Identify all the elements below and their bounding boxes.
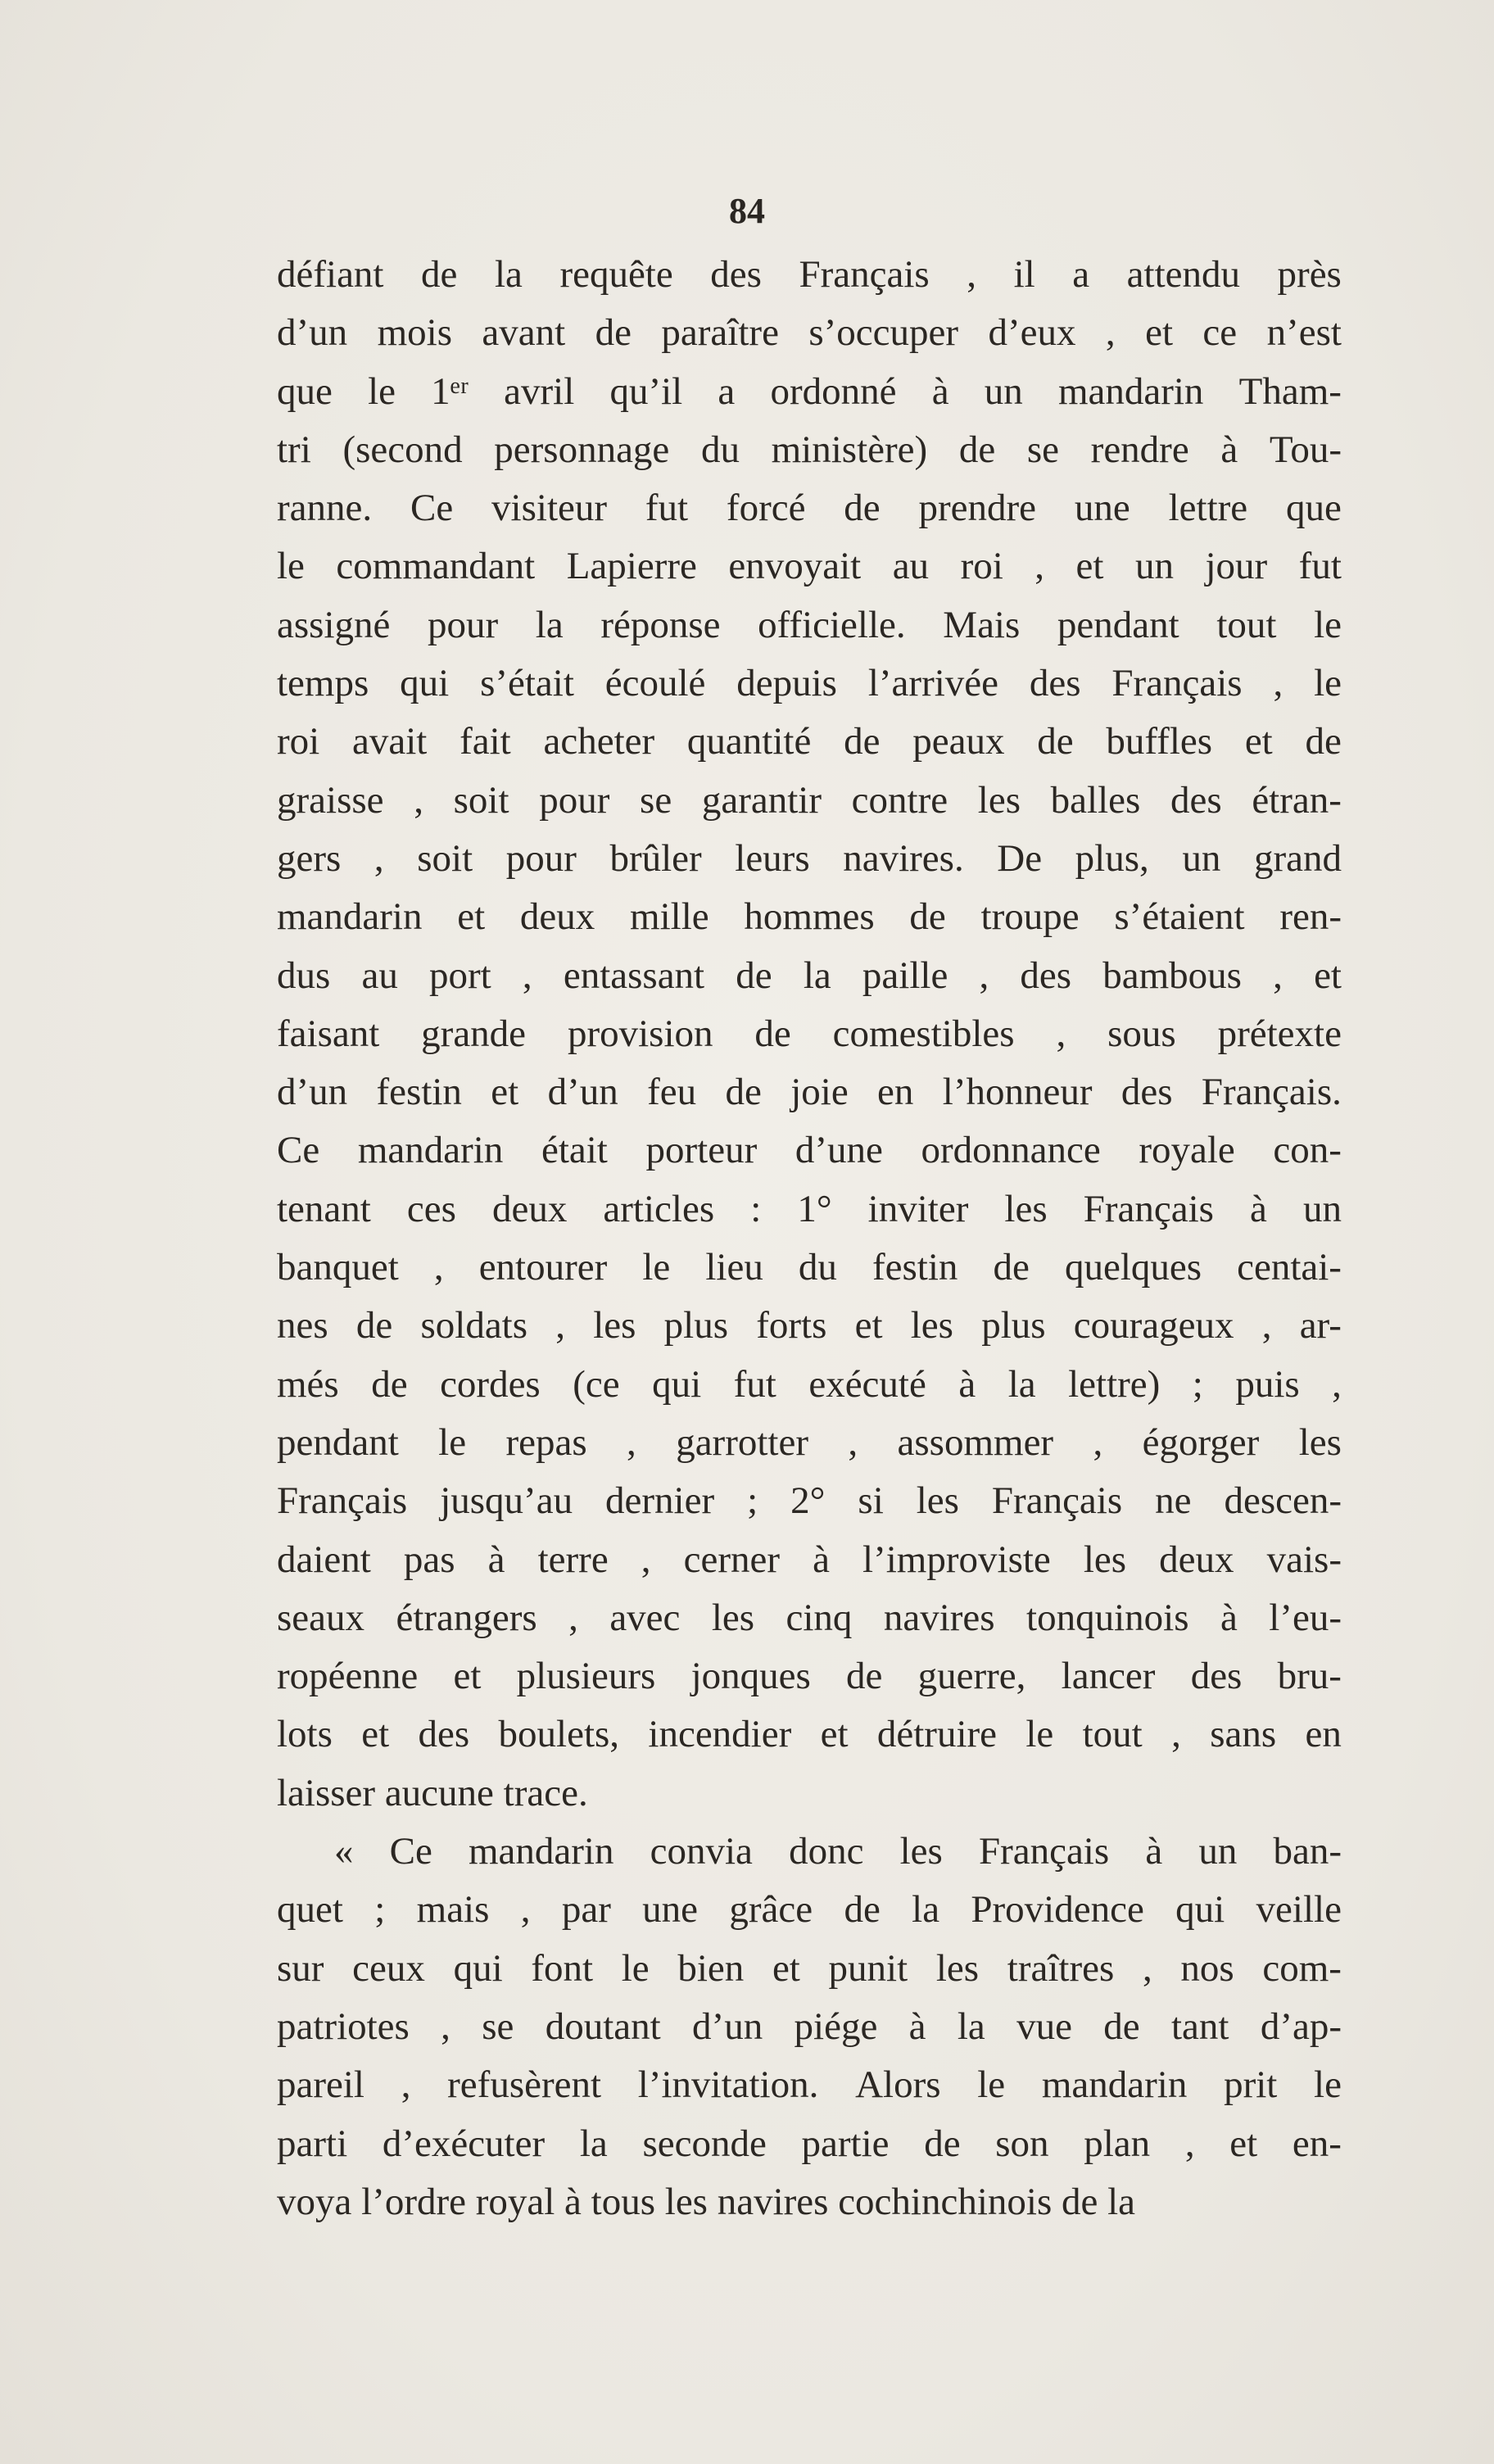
text-line: nes de soldats , les plus forts et les plus courageux , ar- (277, 1304, 1342, 1348)
text-line: daient pas à terre , cerner à l’improviste les deux vais- (277, 1538, 1342, 1581)
text-line: lots et des boulets, incendier et détruire le tout , sans en (277, 1713, 1342, 1756)
text-line: défiant de la requête des Français , il a attendu près (277, 253, 1342, 296)
text-line: « Ce mandarin convia donc les Français à un ban- (334, 1830, 1342, 1873)
text-line: faisant grande provision de comestibles , sous prétexte (277, 1012, 1342, 1055)
text-line: voya l’ordre royal à tous les navires cochinchinois de la (277, 2180, 1136, 2223)
text-line: quet ; mais , par une grâce de la Providence qui veille (277, 1888, 1342, 1932)
text-line: Ce mandarin était porteur d’une ordonnance royale con- (277, 1129, 1342, 1172)
body-text (277, 246, 1342, 2231)
text-line: patriotes , se doutant d’un piége à la vue de tant d’ap- (277, 2004, 1342, 2048)
text-line: que le 1ᵉʳ avril qu’il a ordonné à un mandarin Tham- (277, 369, 1342, 413)
text-line: ropéenne et plusieurs jonques de guerre, lancer des bru- (277, 1655, 1342, 1698)
text-line: dus au port , entassant de la paille , des bambous , et (277, 953, 1342, 997)
text-line: tri (second personnage du ministère) de se rendre à Tou- (277, 428, 1342, 471)
text-line: gers , soit pour brûler leurs navires. De plus, un grand (277, 836, 1342, 880)
page-number: 84 (729, 191, 765, 231)
text-line: d’un mois avant de paraître s’occuper d’eux , et ce n’est (277, 311, 1342, 355)
text-line: d’un festin et d’un feu de joie en l’honneur des Français. (277, 1071, 1342, 1114)
text-line: mandarin et deux mille hommes de troupe s’étaient ren- (277, 895, 1342, 939)
text-line: més de cordes (ce qui fut exécuté à la lettre) ; puis , (277, 1362, 1342, 1406)
text-line: le commandant Lapierre envoyait au roi , et un jour fut (277, 545, 1342, 588)
text-line: ranne. Ce visiteur fut forcé de prendre une lettre que (277, 487, 1342, 530)
text-line: temps qui s’était écoulé depuis l’arrivée des Français , le (277, 662, 1342, 705)
text-line: seaux étrangers , avec les cinq navires tonquinois à l’eu- (277, 1596, 1342, 1639)
text-line: laisser aucune trace. (277, 1771, 588, 1814)
text-line: assigné pour la réponse officielle. Mais pendant tout le (277, 603, 1342, 646)
text-line: tenant ces deux articles : 1° inviter les Français à un (277, 1187, 1342, 1230)
text-line: banquet , entourer le lieu du festin de quelques centai- (277, 1246, 1342, 1289)
text-line: graisse , soit pour se garantir contre les balles des étran- (277, 778, 1342, 822)
text-line: parti d’exécuter la seconde partie de son plan , et en- (277, 2122, 1342, 2165)
text-line: pareil , refusèrent l’invitation. Alors le mandarin prit le (277, 2063, 1342, 2107)
text-line: roi avait fait acheter quantité de peaux de buffles et de (277, 720, 1342, 763)
text-line: sur ceux qui font le bien et punit les traîtres , nos com- (277, 1946, 1342, 1990)
text-line: Français jusqu’au dernier ; 2° si les Français ne descen- (277, 1479, 1342, 1523)
text-line: pendant le repas , garrotter , assommer , égorger les (277, 1420, 1342, 1464)
